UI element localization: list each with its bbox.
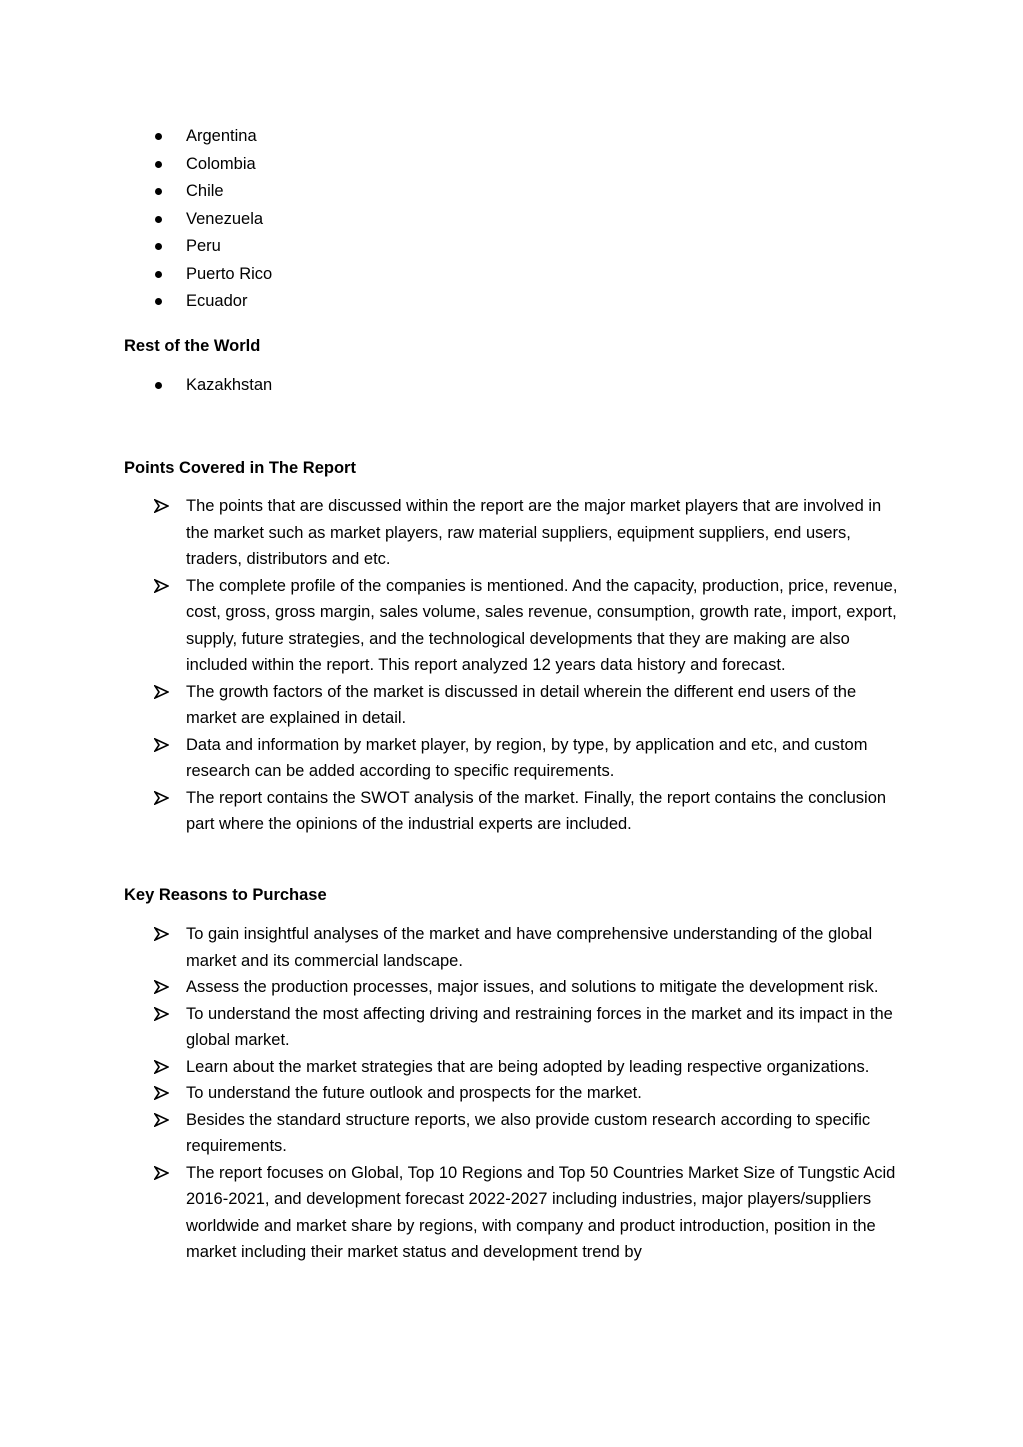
list-item	[0, 1001, 1023, 1054]
list-item-text: The report focuses on Global, Top 10 Regions and Top 50 Countries Market Size of Tungstic Acid 2016-2021, and development forecast 2022-2027 including industries, major players/suppliers worldwide and market share by regions, with company and product introduction, position in the market including their market status and development trend by	[186, 1163, 896, 1261]
points-covered-list	[0, 493, 1023, 838]
arrow-bullet-icon	[154, 685, 169, 699]
list-item	[0, 151, 1023, 179]
arrow-bullet-icon	[154, 927, 169, 941]
arrow-bullet-icon	[154, 791, 169, 805]
list-item	[0, 123, 1023, 151]
bullet-icon	[155, 382, 162, 389]
arrow-bullet-icon	[154, 1007, 169, 1021]
bullet-icon	[155, 243, 162, 250]
bullet-icon	[155, 298, 162, 305]
list-item-text: Ecuador	[186, 292, 248, 310]
list-item	[0, 1107, 1023, 1160]
arrow-bullet-icon	[154, 1113, 169, 1127]
section-heading-key-reasons: Key Reasons to Purchase	[124, 886, 327, 904]
arrow-bullet-icon	[154, 1086, 169, 1100]
list-item	[0, 679, 1023, 732]
list-item-text: The growth factors of the market is discussed in detail wherein the different end users of the market are explained in detail.	[186, 682, 857, 727]
arrow-bullet-icon	[154, 1166, 169, 1180]
arrow-bullet-icon	[154, 980, 169, 994]
list-item-text: The points that are discussed within the report are the major market players that are involved in the market such as market players, raw material suppliers, equipment suppliers, end users, traders, distributors and etc.	[186, 497, 882, 568]
list-item-text: Colombia	[186, 154, 256, 173]
bullet-icon	[155, 271, 162, 278]
list-item	[0, 261, 1023, 289]
arrow-bullet-icon	[154, 579, 169, 593]
arrow-bullet-icon	[154, 738, 169, 752]
bullet-icon	[155, 188, 162, 195]
list-item	[0, 372, 1023, 400]
bullet-icon	[155, 216, 162, 223]
list-item	[0, 1080, 1023, 1107]
list-item	[0, 974, 1023, 1001]
list-item-text: To understand the future outlook and prospects for the market.	[186, 1084, 642, 1102]
list-item	[0, 785, 1023, 838]
list-item-text: The complete profile of the companies is mentioned. And the capacity, production, price, revenue, cost, gross, gross margin, sales volume, sales revenue, consumption, growth rate, import, export, supply, future strategies, and the technological developments that they are making are also included within the report. This report analyzed 12 years data history and forecast.	[186, 576, 898, 674]
list-item-text: To understand the most affecting driving and restraining forces in the market and its impact in the global market.	[186, 1004, 893, 1049]
list-item-text: Data and information by market player, by region, by type, by application and etc, and custom research can be added according to specific requirements.	[186, 735, 868, 780]
list-item	[0, 573, 1023, 679]
list-item-text: The report contains the SWOT analysis of the market. Finally, the report contains the conclusion part where the opinions of the industrial experts are included.	[186, 788, 887, 833]
list-item-text: Puerto Rico	[186, 264, 273, 283]
list-item	[0, 493, 1023, 573]
list-item-text: Assess the production processes, major issues, and solutions to mitigate the development risk.	[186, 978, 879, 996]
list-item-text: Kazakhstan	[186, 376, 273, 394]
list-item	[0, 1160, 1023, 1266]
list-item-text: Besides the standard structure reports, we also provide custom research according to specific requirements.	[186, 1110, 871, 1155]
list-item	[0, 1054, 1023, 1081]
section-heading-rest-of-world: Rest of the World	[124, 337, 261, 355]
list-item	[0, 178, 1023, 206]
list-item-text: Argentina	[186, 127, 257, 145]
arrow-bullet-icon	[154, 1060, 169, 1074]
list-item-text: Venezuela	[186, 209, 264, 228]
list-item	[0, 921, 1023, 974]
key-reasons-list	[0, 921, 1023, 1266]
country-list	[0, 123, 1023, 316]
rest-of-world-list	[0, 372, 1023, 400]
list-item	[0, 206, 1023, 234]
list-item	[0, 288, 1023, 316]
list-item-text: Peru	[186, 237, 221, 255]
list-item	[0, 732, 1023, 785]
list-item-text: Chile	[186, 182, 224, 200]
list-item-text: To gain insightful analyses of the market and have comprehensive understanding of the global market and its commercial landscape.	[186, 925, 873, 970]
arrow-bullet-icon	[154, 499, 169, 513]
bullet-icon	[155, 161, 162, 168]
bullet-icon	[155, 133, 162, 140]
list-item-text: Learn about the market strategies that are being adopted by leading respective organizations.	[186, 1057, 870, 1076]
list-item	[0, 233, 1023, 261]
section-heading-points-covered: Points Covered in The Report	[124, 459, 356, 477]
